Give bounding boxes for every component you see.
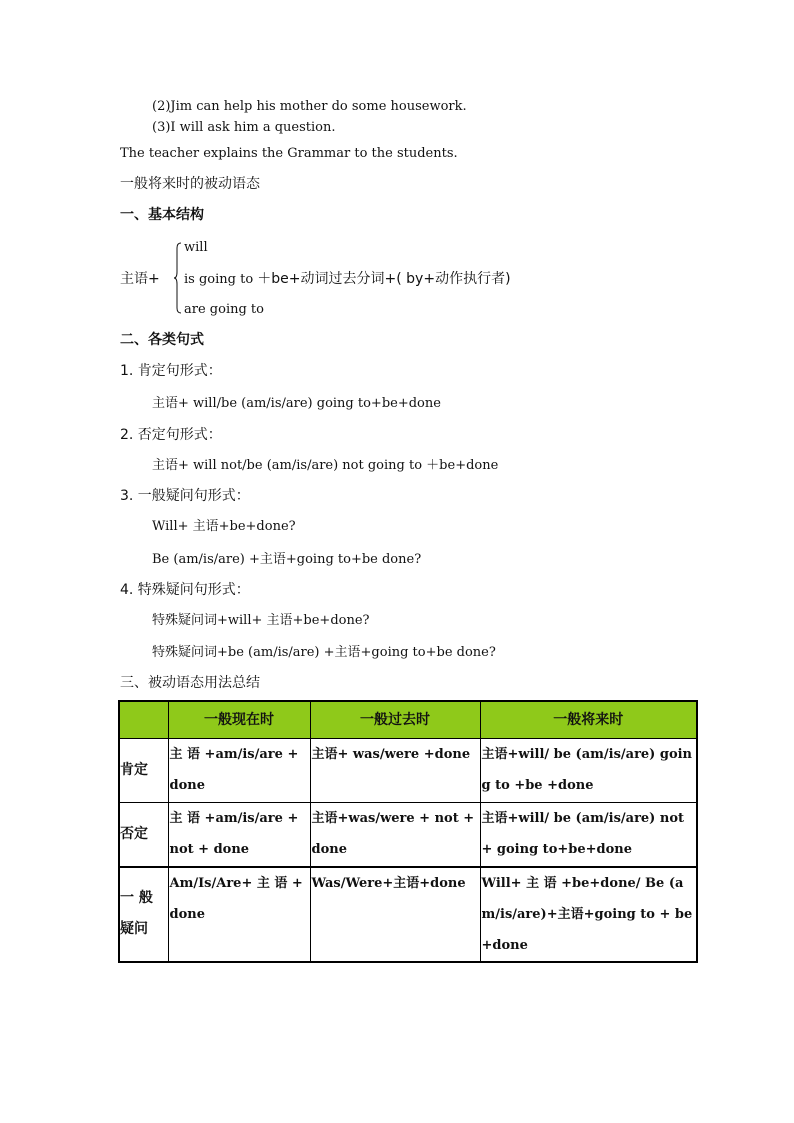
structure-main-line <box>184 270 511 289</box>
section2-heading: 二、各类句式 <box>120 332 204 348</box>
table-row <box>119 739 697 803</box>
structure-option-will: will <box>184 240 208 255</box>
row-label-negative: 否定 <box>119 803 168 867</box>
topic-title: 一般将来时的被动语态 <box>120 176 260 192</box>
item3-line1: Will+ 主语+be+done? <box>152 519 296 534</box>
item3-title: 3. 一般疑问句形式： <box>120 488 250 504</box>
table-header-row <box>119 701 697 739</box>
item4-line1: 特殊疑问词+will+ 主语+be+done? <box>152 613 370 628</box>
table-row <box>119 867 697 962</box>
row-label-general-question: 一 般 疑问 <box>119 867 168 962</box>
column-header-present: 一般现在时 <box>168 701 310 739</box>
example-sentence-3: (3)I will ask him a question. <box>152 120 336 135</box>
item4-line2: 特殊疑问词+be (am/is/are) +主语+going to+be done? <box>152 645 496 660</box>
structure-option-is-going-to: is going to <box>184 272 254 287</box>
passive-voice-summary-table <box>118 700 698 963</box>
table-cell: 主语+was/were + not + done <box>310 803 480 867</box>
item3-line2: Be (am/is/are) +主语+going to+be done? <box>152 552 422 567</box>
table-cell: Will+ 主 语 +be+done/ Be (am/is/are)+主语+going to + be +done <box>480 867 697 962</box>
item1-title: 1. 肯定句形式： <box>120 363 222 379</box>
table-row <box>119 803 697 867</box>
column-header-past: 一般过去时 <box>310 701 480 739</box>
table-cell: 主语+ was/were +done <box>310 739 480 803</box>
structure-option-are-going-to: are going to <box>184 302 264 317</box>
table-cell: 主语+will/ be (am/is/are) going to +be +done <box>480 739 697 803</box>
item4-title: 4. 特殊疑问句形式： <box>120 582 250 598</box>
item2-title: 2. 否定句形式： <box>120 427 222 443</box>
column-header-future: 一般将来时 <box>480 701 697 739</box>
section1-heading: 一、基本结构 <box>120 207 204 223</box>
table-cell: Was/Were+主语+done <box>310 867 480 962</box>
curly-brace-icon <box>174 242 182 314</box>
item2-line1: 主语+ will not/be (am/is/are) not going to ＋be+done <box>152 458 499 473</box>
row-label-affirmative: 肯定 <box>119 739 168 803</box>
item1-line1: 主语+ will/be (am/is/are) going to+be+done <box>152 396 441 411</box>
table-cell: 主 语 +am/is/are + not + done <box>168 803 310 867</box>
table-corner-cell <box>119 701 168 739</box>
teacher-line: The teacher explains the Grammar to the students. <box>120 146 458 161</box>
table-cell: Am/Is/Are+ 主 语 +done <box>168 867 310 962</box>
example-sentence-2: (2)Jim can help his mother do some housework. <box>152 99 467 114</box>
table-cell: 主语+will/ be (am/is/are) not + going to+be+done <box>480 803 697 867</box>
section3-heading: 三、被动语态用法总结 <box>120 675 260 691</box>
table-cell: 主 语 +am/is/are + done <box>168 739 310 803</box>
structure-subject: 主语+ <box>120 271 160 287</box>
structure-rest: ＋be+动词过去分词+( by+动作执行者) <box>257 271 511 287</box>
